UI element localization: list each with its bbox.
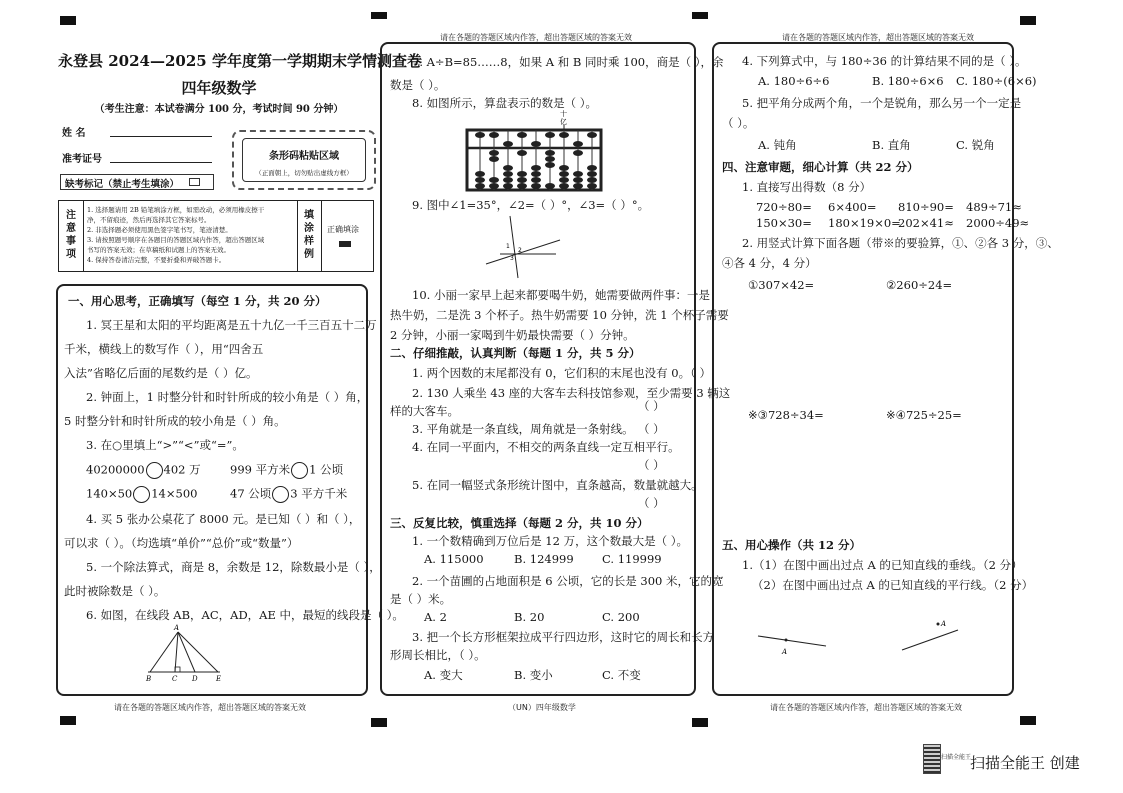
choice-option[interactable]: C. 不变 — [602, 668, 641, 682]
question-text: 2 分钟，小丽一家喝到牛奶最快需要（ ）分钟。 — [390, 328, 635, 342]
point-label: D — [192, 675, 198, 683]
judge-item: 2. 130 人乘坐 43 座的大客车去科技馆参观，至少需要 3 辆这 — [412, 386, 731, 400]
calc-item: 150×30= — [756, 216, 812, 230]
point-label: A — [782, 648, 788, 656]
id-label: 准考证号 — [62, 154, 102, 165]
choice-option[interactable]: A. 变大 — [424, 668, 463, 682]
compare-item: 140×50 14×500 — [86, 486, 197, 503]
bottom-note-left: 请在各题的答题区域内作答，超出答题区域的答案无效 — [114, 703, 306, 712]
notice-rule: 书写的答案无效；在草稿纸和试题上的答案无效。 — [87, 246, 230, 254]
registration-mark — [692, 12, 708, 19]
compare-circle[interactable] — [146, 462, 163, 479]
part4-heading: 四、注意审题，细心计算（共 22 分） — [722, 160, 919, 174]
part5-heading: 五、用心操作（共 12 分） — [722, 538, 862, 552]
question-text: 2. 用竖式计算下面各题（带※的要验算，①、②各 3 分，③、 — [742, 236, 1059, 250]
calc-item: 180×19×0= — [828, 216, 901, 230]
point-label: E — [216, 675, 222, 683]
line-figure-parallel — [900, 616, 970, 656]
missing-mark-checkbox[interactable] — [189, 178, 200, 186]
judge-item: 1. 两个因数的末尾都没有 0，它们积的末尾也没有 0。（ ） — [412, 366, 711, 380]
registration-mark — [692, 718, 708, 727]
angle-label: 1 — [506, 243, 510, 250]
registration-mark — [371, 718, 387, 727]
judge-item: 5. 在同一幅竖式条形统计图中，直条越高，数量就越大。 — [412, 478, 703, 492]
choice-option[interactable]: B. 20 — [514, 610, 545, 624]
vertical-calc-item: ①307×42= — [748, 278, 815, 292]
name-field[interactable] — [110, 136, 212, 137]
registration-mark — [1020, 16, 1036, 25]
registration-mark — [60, 716, 76, 725]
top-note-right: 请在各题的答题区域内作答，超出答题区域的答案无效 — [782, 33, 974, 42]
question-text: ④各 4 分，4 分） — [722, 256, 817, 270]
abacus-label: 十 — [560, 110, 567, 118]
judge-item: 4. 在同一平面内，不相交的两条直线一定互相平行。 — [412, 440, 680, 454]
question-text: 5. 一个除法算式，商是 8，余数是 12，除数最小是（ ）， — [86, 560, 381, 574]
abacus-label: 亿 — [560, 118, 567, 126]
notice-rule: 2. 非选择题必须使用黑色签字笔书写，笔迹清楚。 — [87, 226, 232, 234]
choice-option[interactable]: A. 2 — [424, 610, 447, 624]
part2-heading: 二、仔细推敲，认真判断（每题 1 分，共 5 分） — [390, 346, 641, 360]
barcode-title: 条形码粘贴区域 — [269, 151, 339, 162]
question-text: 热牛奶，二是洗 3 个杯子。热牛奶需要 10 分钟，洗 1 个杯子需要 — [390, 308, 729, 322]
calc-item: 202×41≈ — [898, 216, 954, 230]
choice-question: 2. 一个苗圃的占地面积是 6 公顷，它的长是 300 米，它的宽 — [412, 574, 724, 588]
notice-rule: 4. 保持答卷清洁完整，不要折叠和弄破答题卡。 — [87, 256, 226, 264]
choice-option[interactable]: C. 180÷(6×6) — [956, 74, 1037, 88]
choice-option[interactable]: C. 119999 — [602, 552, 662, 566]
question-text: （2）在图中画出过点 A 的已知直线的平行线。（2 分） — [752, 578, 1034, 592]
judge-item: 样的大客车。 — [390, 404, 459, 418]
question-text: 8. 如图所示，算盘表示的数是（ ）。 — [412, 96, 598, 110]
calc-item: 2000÷49≈ — [966, 216, 1030, 230]
scanner-qr-label: 扫描全能王 — [941, 754, 972, 761]
choice-question: 是（ ）米。 — [390, 592, 452, 606]
question-text: 数是（ ）。 — [390, 78, 446, 92]
id-field[interactable] — [110, 162, 212, 163]
barcode-area — [232, 130, 376, 190]
angle-figure — [484, 214, 564, 280]
compare-item: 999 平方米 1 公顷 — [230, 462, 343, 479]
notice-box — [58, 200, 374, 272]
exam-title: 永登县 2024—2025 学年度第一学期期末学情测查卷 — [58, 52, 422, 70]
choice-option[interactable]: B. 直角 — [872, 138, 911, 152]
compare-circle[interactable] — [272, 486, 289, 503]
part1-heading: 一、用心思考，正确填写（每空 1 分，共 20 分） — [68, 294, 327, 308]
choice-question: 4. 下列算式中，与 180÷36 的计算结果不同的是（ ）。 — [742, 54, 1027, 68]
question-text: 千米，横线上的数写作（ ），用“四舍五 — [64, 342, 264, 356]
notice-rule: 1. 选择题请用 2B 铅笔填涂方框，如需改动，必须用橡皮擦干 — [87, 206, 265, 214]
notice-heading: 注 意 事 项 — [66, 210, 76, 260]
segment-triangle-figure — [140, 624, 230, 684]
exam-notice: （考生注意：本试卷满分 100 分，考试时间 90 分钟） — [94, 104, 344, 115]
vertical-calc-item: ※④725÷25= — [886, 408, 962, 422]
question-text: 1.（1）在图中画出过点 A 的已知直线的垂线。（2 分） — [742, 558, 1023, 572]
registration-mark — [60, 16, 76, 25]
choice-option[interactable]: C. 锐角 — [956, 138, 995, 152]
point-label: C — [172, 675, 178, 683]
question-text: 3. 在○里填上“>”“<”或“=”。 — [86, 438, 244, 452]
choice-option[interactable]: A. 115000 — [424, 552, 484, 566]
answer-paren[interactable]: （ ） — [638, 422, 665, 436]
question-text: 10. 小丽一家早上起来都要喝牛奶，她需要做两件事：一是 — [412, 288, 710, 302]
compare-item: 47 公顷 3 平方千米 — [230, 486, 347, 503]
choice-option[interactable]: B. 180÷6×6 — [872, 74, 944, 88]
answer-paren[interactable]: （ ） — [638, 458, 665, 472]
angle-label: 2 — [518, 247, 522, 254]
question-text: 1. 直接写出得数（8 分） — [742, 180, 872, 194]
missing-mark-label: 缺考标记（禁止考生填涂） — [65, 179, 180, 190]
missing-mark-box — [60, 174, 214, 190]
choice-question: 3. 把一个长方形框架拉成平行四边形，这时它的周长和长方 — [412, 630, 715, 644]
choice-question: 5. 把平角分成两个角，一个是锐角，那么另一个一定是 — [742, 96, 1022, 110]
registration-mark — [1020, 716, 1036, 725]
line-figure-perpendicular — [756, 632, 828, 662]
question-text: 4. 买 5 张办公桌花了 8000 元。是已知（ ）和（ ）， — [86, 512, 361, 526]
calc-item: 6×400= — [828, 200, 877, 214]
vertical-calc-item: ※③728÷34= — [748, 408, 824, 422]
question-text: 2. 钟面上，1 时整分针和时针所成的较小角是（ ）角， — [86, 390, 369, 404]
bottom-note-right: 请在各题的答题区域内作答，超出答题区域的答案无效 — [770, 703, 962, 712]
vertical-calc-item: ②260÷24= — [886, 278, 953, 292]
answer-paren[interactable]: （ ） — [638, 399, 665, 413]
notice-rule: 净，不留痕迹，然后再选择其它答案标号。 — [87, 216, 211, 224]
notice-rule: 3. 请按照题号顺序在各题目的答题区域内作答，超出答题区域 — [87, 236, 265, 244]
answer-paren[interactable]: （ ） — [638, 496, 665, 510]
question-text: 7. A÷B=85……8，如果 A 和 B 同时乘 100，商是（ ），余 — [412, 55, 724, 69]
exam-subtitle: 四年级数学 — [181, 79, 257, 97]
choice-question: 形周长相比，（ ）。 — [390, 648, 486, 662]
compare-item: 40200000 402 万 — [86, 462, 201, 479]
scanner-watermark: 扫描全能王 创建 — [970, 754, 1080, 772]
abacus-figure — [464, 108, 604, 194]
name-label: 姓 名 — [62, 128, 86, 139]
choice-option[interactable]: B. 变小 — [514, 668, 553, 682]
point-label: A — [941, 620, 947, 628]
compare-circle[interactable] — [133, 486, 150, 503]
choice-option[interactable]: A. 180÷6÷6 — [758, 74, 830, 88]
question-text: 可以求（ ）。（均选填“单价”“总价”或“数量”） — [64, 536, 299, 550]
judge-item: 3. 平角就是一条直线，周角就是一条射线。 — [412, 422, 634, 436]
question-text: 此时被除数是（ ）。 — [64, 584, 166, 598]
question-text: 1. 冥王星和太阳的平均距离是五十九亿一千三百五十二万 — [86, 318, 377, 332]
calc-item: 489÷71≈ — [966, 200, 1022, 214]
barcode-subtitle: （正面朝上，切勿贴出虚线方框） — [255, 169, 353, 177]
question-text: 入法”省略亿后面的尾数约是（ ）亿。 — [64, 366, 258, 380]
question-text: 5 时整分针和时针所成的较小角是（ ）角。 — [64, 414, 286, 428]
question-text: 6. 如图，在线段 AB，AC，AD，AE 中，最短的线段是（ ）。 — [86, 608, 404, 622]
choice-option[interactable]: C. 200 — [602, 610, 640, 624]
bottom-note-center: （UN）四年级数学 — [508, 703, 576, 712]
calc-item: 810÷90= — [898, 200, 954, 214]
point-label: A — [174, 624, 180, 632]
choice-option[interactable]: A. 钝角 — [758, 138, 797, 152]
top-note-center: 请在各题的答题区域内作答，超出答题区域的答案无效 — [440, 33, 632, 42]
choice-option[interactable]: B. 124999 — [514, 552, 574, 566]
point-label: B — [146, 675, 152, 683]
angle-label: 3 — [510, 255, 514, 262]
choice-question: （ ）。 — [722, 116, 755, 130]
fill-correct-label: 正确填涂 — [327, 225, 359, 234]
choice-question: 1. 一个数精确到万位后是 12 万，这个数最大是（ ）。 — [412, 534, 688, 548]
calc-item: 720÷80= — [756, 200, 812, 214]
registration-mark — [371, 12, 387, 19]
part3-heading: 三、反复比较，慎重选择（每题 2 分，共 10 分） — [390, 516, 649, 530]
question-text: 9. 图中∠1=35°，∠2=（ ）°，∠3=（ ）°。 — [412, 198, 650, 212]
compare-circle[interactable] — [291, 462, 308, 479]
fill-example-mark — [339, 241, 351, 247]
fill-example-heading: 填 涂 样 例 — [304, 210, 314, 260]
scanner-qr-icon — [923, 744, 941, 774]
